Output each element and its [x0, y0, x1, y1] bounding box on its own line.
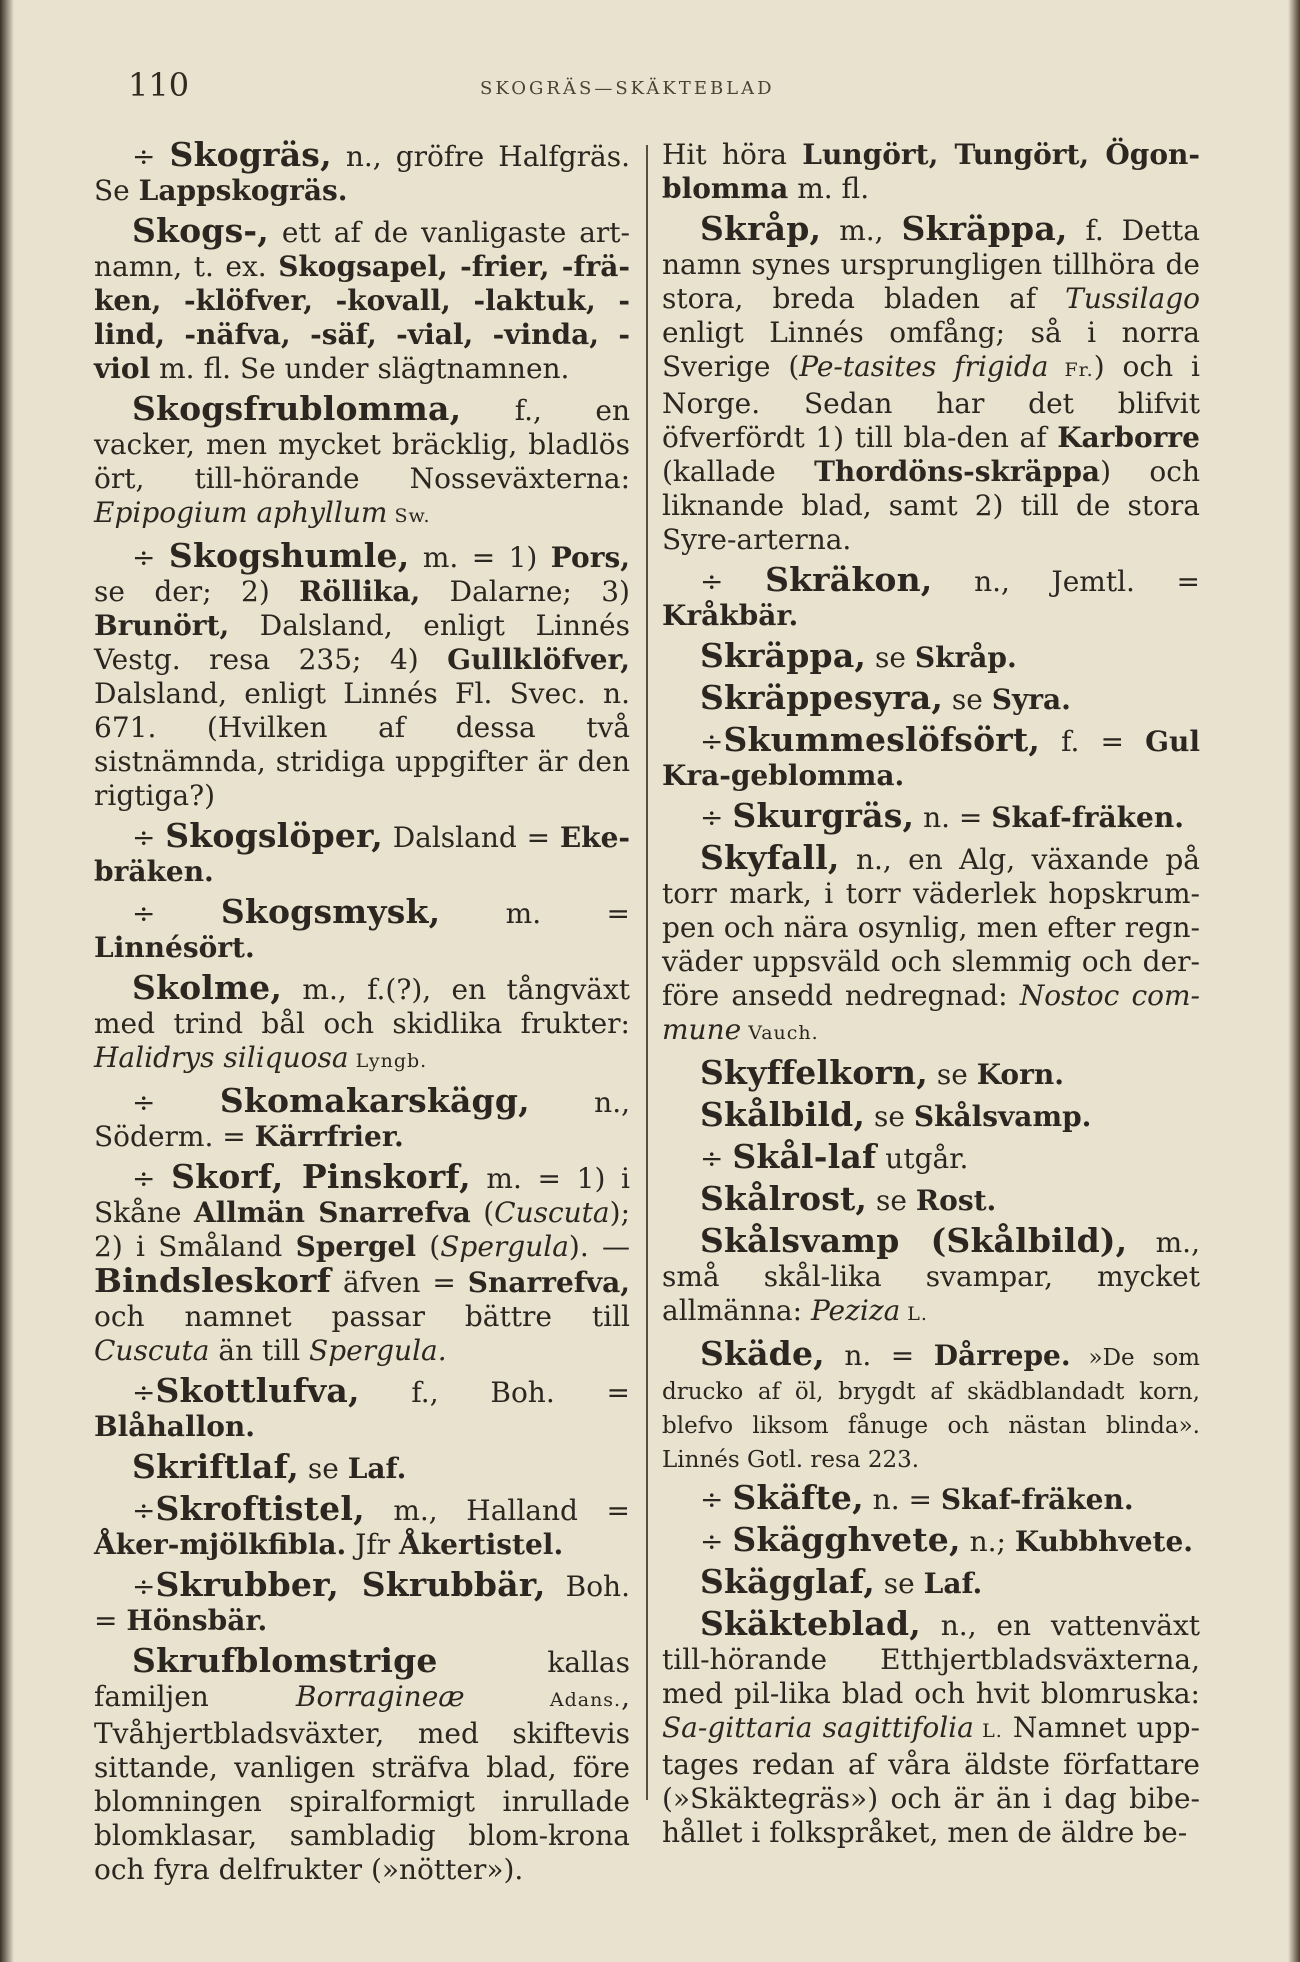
entry-skalsvamp: Skålsvamp (Skålbild), m., små skål-lika svampar, mycket allmänna: Peziza L. [662, 1221, 1200, 1327]
cross-reference: Spergel [295, 1230, 416, 1263]
headword: Skråp, [700, 209, 822, 248]
column-divider [646, 145, 648, 1800]
dagger-mark: ÷ [700, 725, 724, 758]
cross-reference: Brunört, [94, 609, 230, 642]
cross-reference: Blåhallon. [94, 1410, 255, 1443]
headword: Skottlufva, [155, 1371, 360, 1410]
cross-reference: Karborre [1057, 421, 1200, 454]
cross-reference: Åker-mjölkfibla. [94, 1528, 347, 1561]
author-abbrev: Fr. [1048, 359, 1094, 381]
entry-skolme: Skolme, m., f.(?), en tångväxt med trind bål och skidlika frukter: Halidrys siliquosa Lyngb. [94, 968, 630, 1074]
entry-skrappesyra: Skräppesyra, se Syra. [700, 678, 1071, 717]
headword: Skroftistel, [155, 1489, 365, 1528]
headword: Skäfte, [732, 1478, 864, 1517]
headword: Skål-laf [732, 1137, 877, 1176]
author-abbrev: Vauch. [741, 1022, 819, 1044]
entry-skogsloper: ÷ Skogslöper, Dalsland = Eke-bräken. [94, 816, 631, 888]
dagger-mark: ÷ [132, 1570, 156, 1603]
cross-reference: Laf. [347, 1452, 407, 1485]
headword: Skräppa, [700, 636, 867, 675]
headword: Skäkteblad, [700, 1604, 921, 1643]
entry-skrappa: Skräppa, se Skråp. [700, 636, 1017, 675]
headword: Skäde, [700, 1334, 825, 1373]
cross-reference: Skaf-fräken. [940, 1483, 1134, 1516]
headword: Skriftlaf, [132, 1447, 299, 1486]
quotation-source: Linnés Gotl. resa 223. [662, 1447, 920, 1473]
entry-skade: Skäde, n. = Dårrepe. »De som drucko af öl, brygdt af skädblandadt korn, blefvo liksom fånuge och nästan blinda». Linnés Gotl. resa 223. [662, 1334, 1200, 1473]
cross-reference: Skålsvamp. [913, 1100, 1092, 1133]
cross-reference: Laf. [923, 1567, 983, 1600]
entry-skummeslofsort: ÷Skummeslöfsört, f. = Gul Kra-geblomma. [662, 720, 1200, 792]
latin-name: Pe-tasites frigida [799, 350, 1049, 383]
headword: Skålrost, [700, 1179, 868, 1218]
latin-name: Tussilago [1065, 282, 1200, 315]
headword: Skräppesyra, [700, 678, 944, 717]
headword: Skogs-, [132, 211, 269, 250]
quotation: »De som drucko af öl, brygdt af skädblandadt korn, blefvo liksom fånuge och nästan blinda». [662, 1345, 1200, 1439]
dagger-mark: ÷ [700, 1142, 724, 1175]
entry-skalrost: Skålrost, se Rost. [700, 1179, 997, 1218]
cross-reference: Skogsapel, -frier, -frä-ken, -klöfver, -kovall, -laktuk, -lind, -näfva, -säf, -vial, -vinda, -viol [94, 250, 630, 385]
latin-name: Halidrys siliquosa [94, 1041, 349, 1074]
latin-name: Spergula. [309, 1334, 447, 1367]
entry-skurgras: ÷ Skurgräs, n. = Skaf-fräken. [700, 796, 1184, 835]
cross-reference: Lungört, Tungört, Ögon-blomma [662, 138, 1200, 205]
headword: Skogsmysk, [220, 892, 441, 931]
entry-skagghvete: ÷ Skägghvete, n.; Kubbhvete. [700, 1520, 1194, 1559]
cross-reference-headword: Bindsleskorf [94, 1261, 332, 1300]
cross-reference: Allmän Snarrefva [193, 1196, 471, 1229]
headword: Skräppa, [901, 209, 1068, 248]
cross-reference: Eke-bräken. [94, 821, 631, 888]
cross-reference: Dårrepe. [933, 1339, 1071, 1372]
page-number: 110 [128, 66, 190, 104]
entry-skogras: ÷ Skogräs, n., gröfre Halfgräs. Se Lappskogräs. [94, 135, 630, 207]
entry-skottlufva: ÷Skottlufva, f., Boh. = Blåhallon. [94, 1371, 630, 1443]
headword: Skogräs, [169, 135, 332, 174]
headword: Skrufblomstrige [132, 1641, 438, 1680]
cross-reference: Snarrefva, [467, 1266, 630, 1299]
latin-name: Epipogium aphyllum [94, 496, 388, 529]
entry-skrubber: ÷Skrubber, Skrubbär, Boh. = Hönsbär. [94, 1565, 630, 1637]
latin-name: Nostoc com-mune [662, 979, 1201, 1046]
entry-skogsfrublomma: Skogsfrublomma, f., en vacker, men mycket bräcklig, bladlös ört, till-hörande Nosseväxterna: Epipogium aphyllum Sw. [94, 389, 630, 529]
cross-reference: Linnésört. [94, 931, 255, 964]
cross-reference: Skaf-fräken. [991, 801, 1184, 834]
entry-skroftistel: ÷Skroftistel, m., Halland = Åker-mjölkfibla. Jfr Åkertistel. [94, 1489, 630, 1561]
headword: Skyffelkorn, [700, 1053, 928, 1092]
cross-reference: Röllika, [299, 575, 421, 608]
entry-skagglaf: Skägglaf, se Laf. [700, 1562, 983, 1601]
cross-reference: Kubbhvete. [1014, 1525, 1194, 1558]
left-column [94, 135, 631, 1893]
cross-reference: Kråkbär. [662, 599, 799, 632]
headword: Skomakarskägg, [219, 1081, 530, 1120]
author-abbrev: Adans. [464, 1689, 622, 1711]
headword: Skålsvamp (Skålbild), [700, 1221, 1128, 1260]
entry-skyfall: Skyfall, n., en Alg, växande på torr mark, i torr väderlek hopskrum-pen och nära osynlig, men efter regn-väder uppsväld och slemmig och der-före ansedd nedregnad: Nostoc com-mune Vauch. [662, 838, 1201, 1046]
dagger-mark: ÷ [700, 1483, 724, 1516]
entry-skakteblad: Skäkteblad, n., en vattenväxt till-hörande Etthjertbladsväxterna, med pil-lika blad och hvit blomruska: Sa-gittaria sagittifolia L. Namnet upp-tages redan af våra äldste författare (»Skäktegräs») och är än i dag bibe-hållet i folkspråket, men de äldre be- [662, 1604, 1200, 1849]
headword: Skogsfrublomma, [132, 389, 462, 428]
entry-skalbild: Skålbild, se Skålsvamp. [700, 1095, 1092, 1134]
cross-reference: Gul Kra-geblomma. [662, 725, 1200, 792]
latin-name: Spergula [440, 1230, 569, 1263]
cross-reference: Skråp. [914, 641, 1017, 674]
cross-reference: Korn. [976, 1058, 1064, 1091]
headword: Skummeslöfsört, [723, 720, 1041, 759]
entry-skriftlaf: Skriftlaf, se Laf. [132, 1447, 407, 1486]
headword: Skolme, [132, 968, 283, 1007]
entry-continuation: Hit höra Lungört, Tungört, Ögon-blomma m. fl. [662, 138, 1200, 205]
cross-reference: Pors, [550, 541, 630, 574]
dagger-mark: ÷ [132, 140, 156, 173]
entry-skorf: ÷ Skorf, Pinskorf, m. = 1) i Skåne Allmän Snarrefva (Cuscuta); 2) i Småland Spergel (Spergula). — Bindsleskorf äfven = Snarrefva, och namnet passar bättre till Cuscuta än till Spergula. [94, 1157, 630, 1367]
headword: Skyfall, [700, 838, 840, 877]
latin-name: Sa-gittaria sagittifolia [662, 1711, 974, 1744]
entry-skomakarskagg: ÷ Skomakarskägg, n., Söderm. = Kärrfrier. [94, 1081, 631, 1153]
entry-skrap: Skråp, m., Skräppa, f. Detta namn synes ursprungligen tillhöra de stora, breda bladen af Tussilago enligt Linnés omfång; så i norra Sverige (Pe-tasites frigida Fr.) och i Norge. Sedan har det blifvit öfverfördt 1) till bla-den af Karborre (kallade Thordöns-skräppa) och liknande blad, samt 2) till de stora Syre-arterna. [662, 209, 1200, 556]
dagger-mark: ÷ [132, 1494, 156, 1527]
entry-skyffelkorn: Skyffelkorn, se Korn. [700, 1053, 1064, 1092]
headword: Skålbild, [700, 1095, 866, 1134]
right-column [662, 138, 1200, 1856]
headword: Skrubber, Skrubbär, [155, 1565, 546, 1604]
dagger-mark: ÷ [132, 541, 156, 574]
headword: Skägglaf, [700, 1562, 875, 1601]
dagger-mark: ÷ [132, 897, 156, 930]
dagger-mark: ÷ [132, 1162, 156, 1195]
cross-reference: Kärrfrier. [254, 1120, 404, 1153]
author-abbrev: Sw. [387, 505, 431, 527]
entry-skrakon: ÷ Skräkon, n., Jemtl. = Kråkbär. [662, 560, 1200, 632]
cross-reference: Hönsbär. [126, 1604, 268, 1637]
latin-name: Cuscuta [494, 1196, 610, 1229]
cross-reference: Syra. [991, 683, 1071, 716]
headword: Skogshumle, [168, 536, 410, 575]
latin-name: Borragineæ [295, 1680, 465, 1713]
author-abbrev: L. [900, 1303, 928, 1325]
cross-reference: Gullklöfver, [447, 643, 630, 676]
entry-skogsmysk: ÷ Skogsmysk, m. = Linnésört. [94, 892, 630, 964]
dagger-mark: ÷ [132, 821, 156, 854]
author-abbrev: Lyngb. [348, 1050, 428, 1072]
headword: Skorf, Pinskorf, [171, 1157, 471, 1196]
cross-reference: Lappskogräs. [138, 174, 348, 207]
cross-reference: Åkertistel. [399, 1528, 564, 1561]
dagger-mark: ÷ [700, 565, 724, 598]
headword: Skogslöper, [165, 816, 383, 855]
cross-reference: Rost. [915, 1184, 997, 1217]
headword: Skägghvete, [732, 1520, 961, 1559]
entry-skrufblomstrige: Skrufblomstrige kallas familjen Borragineæ Adans., Tvåhjertbladsväxter, med skiftevis sittande, vanligen sträfva blad, före blomningen spiralformigt inrullade blomklasar, sambladig blom-krona och fyra delfrukter (»nötter»). [94, 1641, 630, 1886]
author-abbrev: L. [973, 1720, 1003, 1742]
dagger-mark: ÷ [700, 801, 724, 834]
headword: Skräkon, [765, 560, 933, 599]
dagger-mark: ÷ [700, 1525, 724, 1558]
cross-reference: Thordöns-skräppa [814, 455, 1101, 488]
dagger-mark: ÷ [132, 1376, 156, 1409]
entry-skogs: Skogs-, ett af de vanligaste art-namn, t. ex. Skogsapel, -frier, -frä-ken, -klöfver, -kovall, -laktuk, -lind, -näfva, -säf, -vial, -vinda, -viol m. fl. Se under slägtnamnen. [94, 211, 630, 385]
running-head: SKOGRÄS—SKÄKTEBLAD [480, 78, 775, 99]
entry-skafte: ÷ Skäfte, n. = Skaf-fräken. [700, 1478, 1134, 1517]
entry-skal-laf: ÷ Skål-laf utgår. [700, 1137, 969, 1176]
dagger-mark: ÷ [132, 1086, 156, 1119]
headword: Skurgräs, [732, 796, 915, 835]
latin-name: Cuscuta [94, 1334, 210, 1367]
latin-name: Peziza [810, 1294, 901, 1327]
entry-skogshumle: ÷ Skogshumle, m. = 1) Pors, se der; 2) Röllika, Dalarne; 3) Brunört, Dalsland, enligt Linnés Vestg. resa 235; 4) Gullklöfver, Dalsland, enligt Linnés Fl. Svec. n. 671. (Hvilken af dessa två sistnämnda, stridiga uppgifter är den rigtiga?) [94, 536, 630, 812]
